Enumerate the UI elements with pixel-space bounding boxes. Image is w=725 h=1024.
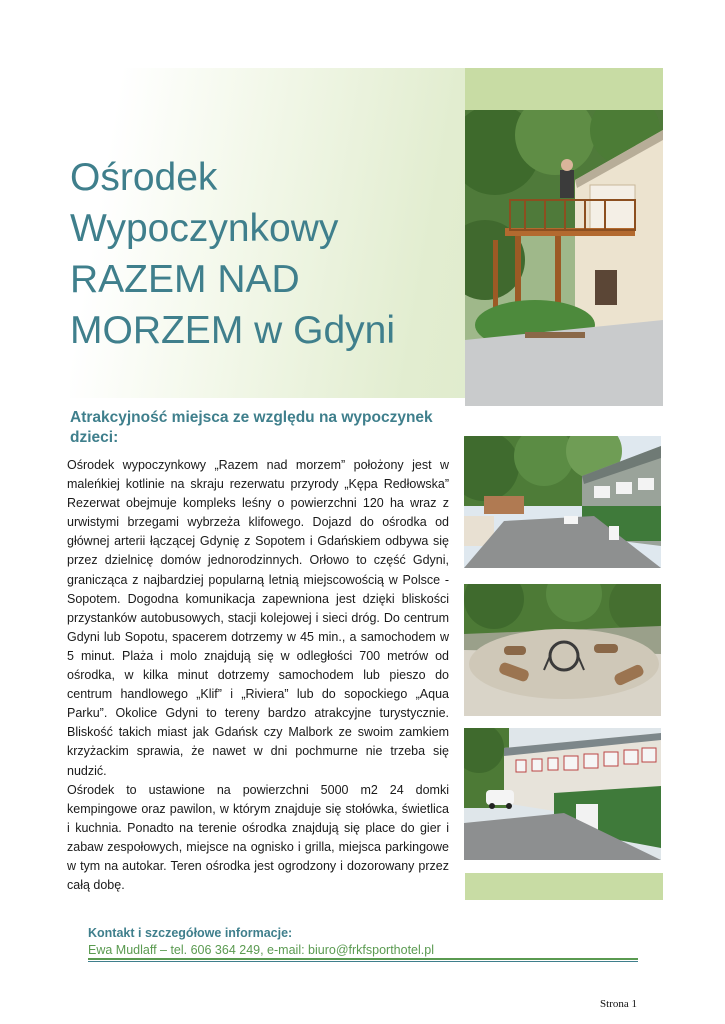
title-line-4: MORZEM w Gdyni [70, 309, 396, 352]
building-balcony-photo [465, 110, 663, 406]
body-text [67, 456, 449, 895]
title-line-3: RAZEM NAD [70, 258, 300, 301]
campfire-area-photo [464, 584, 661, 716]
decorative-strip-bottom [465, 873, 663, 900]
building-car-photo [464, 728, 661, 860]
decorative-strip-top [465, 68, 663, 110]
page-number: Strona 1 [600, 998, 637, 1010]
building-street-photo [464, 436, 661, 568]
page-title [70, 152, 450, 356]
paragraph-facilities: Ośrodek to ustawione na powierzchni 5000 m2 24 domki kempingowe oraz pawilon, w którym znajduje się stołówka, świetlica i kuchnia. Ponadto na terenie ośrodka znajdują się place do gier i zabaw zespołowych, miejsce na ognisko i grilla, miejsca parkingowe w tym na autokar. Teren ośrodka jest ogrodzony i dozorowany przez całą dobę. [67, 782, 449, 893]
footer-divider [88, 958, 638, 960]
contact-label: Kontakt i szczegółowe informacje: [88, 926, 293, 940]
contact-details: Ewa Mudlaff – tel. 606 364 249, e-mail: biuro@frkfsporthotel.pl [88, 943, 434, 957]
contact-block [88, 925, 648, 959]
title-line-2: Wypoczynkowy [70, 207, 339, 250]
section-subtitle: Atrakcyjność miejsca ze względu na wypoczynek dzieci: [70, 409, 433, 446]
footer-divider-thin [88, 961, 638, 962]
title-line-1: Ośrodek [70, 156, 218, 199]
paragraph-location: Ośrodek wypoczynkowy „Razem nad morzem” położony jest w maleńkiej kotlinie na skraju rezerwatu przyrody „Kępa Redłowska” Rezerwat obejmuje kompleks leśny o powierzchni 120 ha wraz z urwistymi brzegami wybrzeża klifowego. Dojazd do ośrodka od głównej arterii łączącej Gdynię z Sopotem i Gdańskiem odbywa się przez dzielnicę domów jednorodzinnych. Orłowo to część Gdyni, granicząca z najbardziej popularną letnią miejscowością w Polsce - Sopotem. Dogodna komunikacja zapewniona jest dzięki bliskości przystanków autobusowych, stacji kolejowej i sieci dróg. Do centrum Gdyni lub Sopotu, spacerem dotrzemy w 45 min., a samochodem w 5 minut. Plaża i molo znajdują się w odległości 700 metrów od ośrodka, w kilka minut dotrzemy samochodem lub pieszo do centrum handlowego „Klif” i „Riviera” lub do sopockiego „Aqua Parku”. Okolice Gdyni to tereny bardzo atrakcyjne turystycznie. Bliskość takich miast jak Gdańsk czy Malbork ze swoim zamkiem krzyżackim sprawia, że nawet w dni pochmurne nie trzeba się nudzić. [67, 458, 449, 778]
